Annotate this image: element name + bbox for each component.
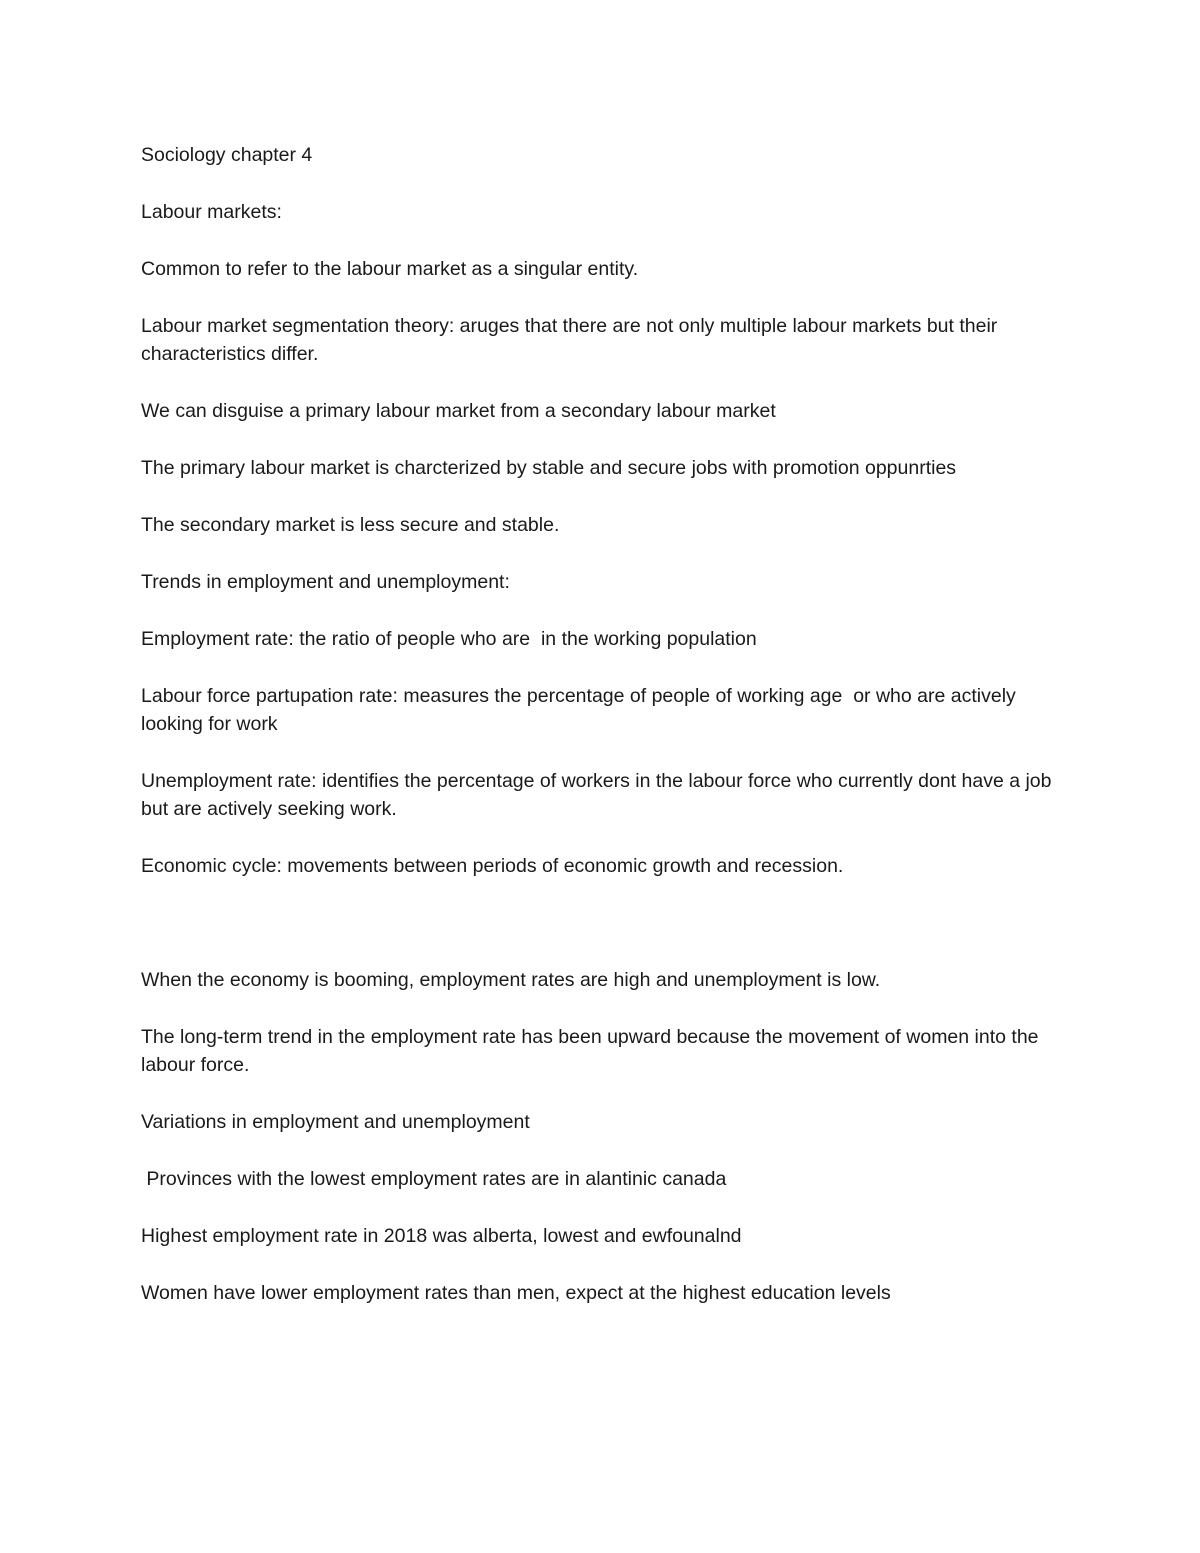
paragraph: The primary labour market is charcterized by stable and secure jobs with promotion oppunrties <box>141 457 957 479</box>
paragraph: Provinces with the lowest employment rates are in alantinic canada <box>141 1168 727 1190</box>
heading-labour-markets: Labour markets: <box>141 201 282 223</box>
paragraph: Economic cycle: movements between periods of economic growth and recession. <box>141 855 844 877</box>
paragraph: Employment rate: the ratio of people who are in the working population <box>141 628 757 650</box>
paragraph: We can disguise a primary labour market from a secondary labour market <box>141 400 776 422</box>
paragraph: Unemployment rate: identifies the percentage of workers in the labour force who currently dont have a job but are actively seeking work. <box>141 770 1057 820</box>
paragraph: The secondary market is less secure and stable. <box>141 514 560 536</box>
heading-variations: Variations in employment and unemployment <box>141 1111 530 1133</box>
document-title: Sociology chapter 4 <box>141 144 313 166</box>
paragraph: Highest employment rate in 2018 was alberta, lowest and ewfounalnd <box>141 1225 742 1247</box>
paragraph: Labour market segmentation theory: aruges that there are not only multiple labour markets but their characteristics differ. <box>141 315 1003 365</box>
paragraph: The long-term trend in the employment rate has been upward because the movement of women into the labour force. <box>141 1026 1044 1076</box>
document-body <box>141 141 1076 1336</box>
paragraph: Common to refer to the labour market as a singular entity. <box>141 258 639 280</box>
blank-space <box>141 909 1076 966</box>
paragraph: Labour force partupation rate: measures the percentage of people of working age or who are actively looking for work <box>141 685 1022 735</box>
paragraph: Women have lower employment rates than men, expect at the highest education levels <box>141 1282 891 1304</box>
heading-trends: Trends in employment and unemployment: <box>141 571 510 593</box>
paragraph: When the economy is booming, employment rates are high and unemployment is low. <box>141 969 881 991</box>
